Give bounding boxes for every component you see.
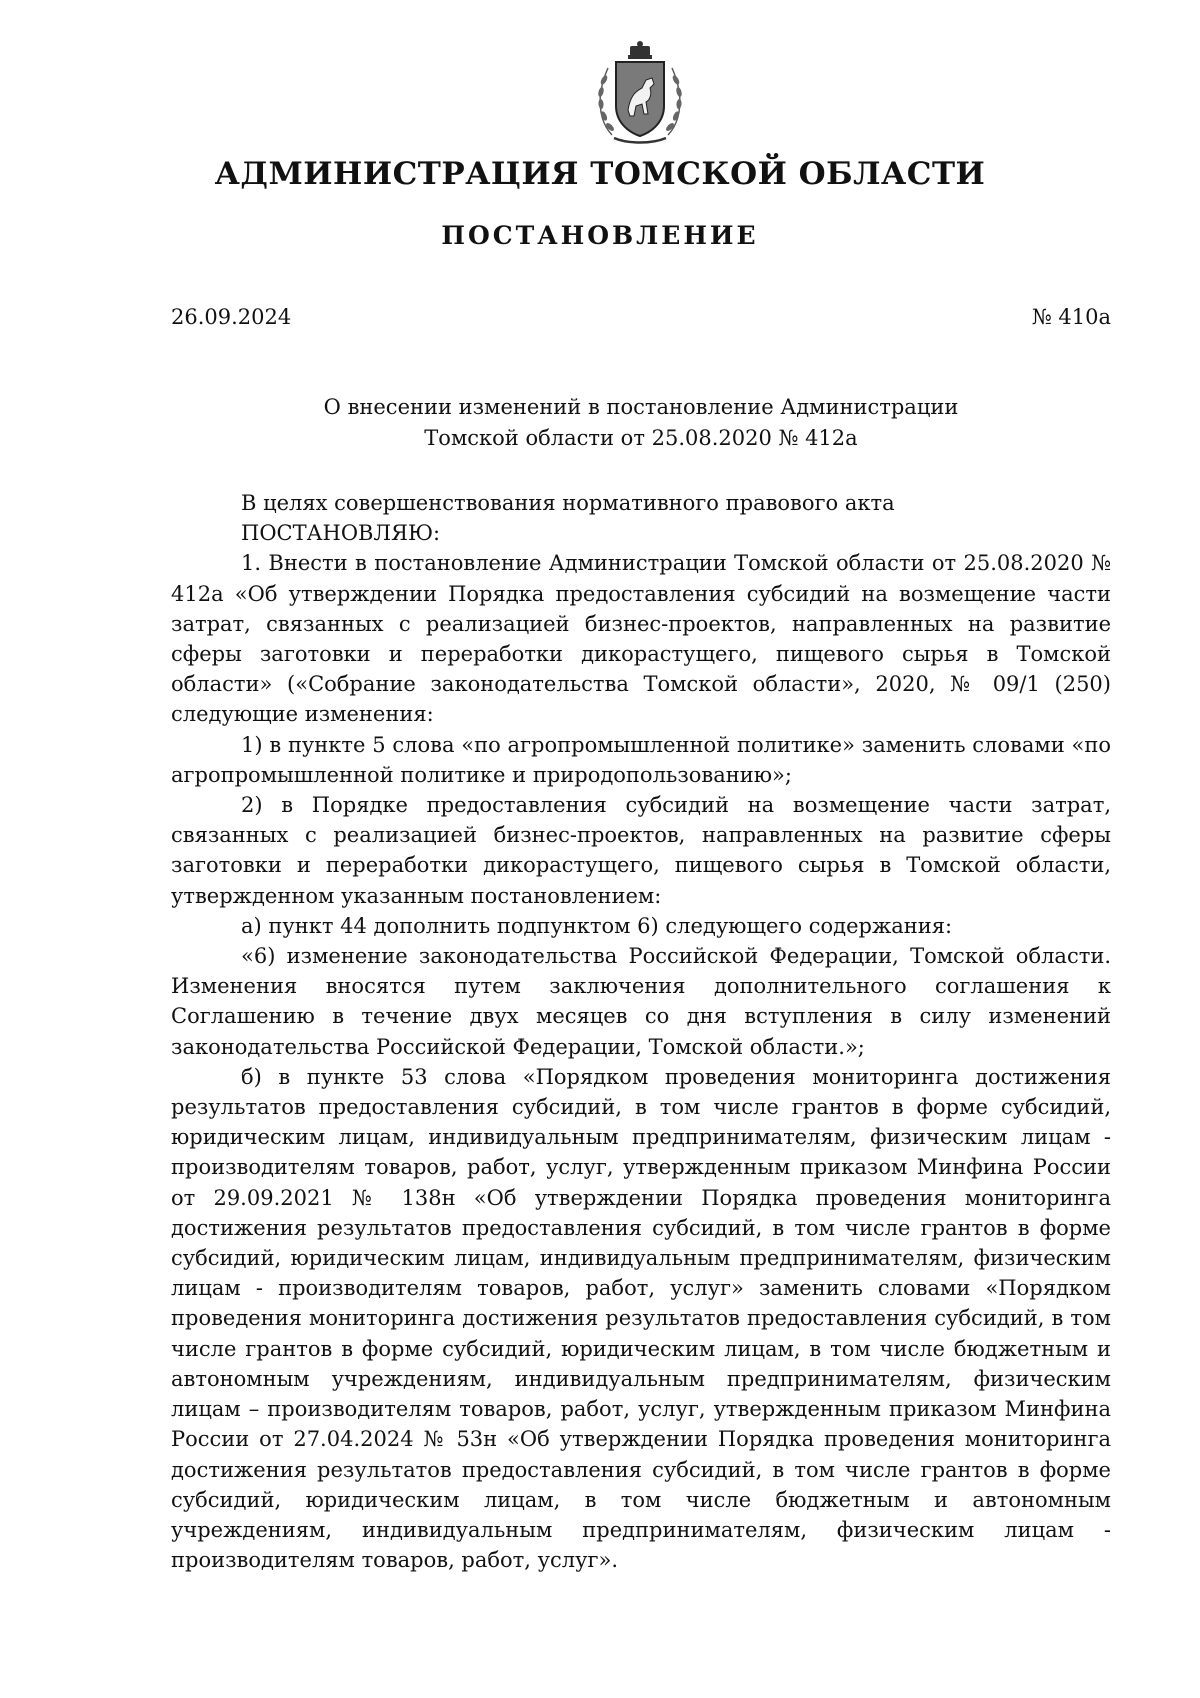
body-paragraph: «6) изменение законодательства Российской Федерации, Томской области. Изменения вносятся путем заключения дополнительного соглашения к Соглашению в течение двух месяцев со дня вступления в силу изменений законодательства Российской Федерации, Томской области.»;: [171, 944, 1111, 1059]
body-paragraph: 2) в Порядке предоставления субсидий на возмещение части затрат, связанных с реализацией бизнес-проектов, направленных на развитие сферы заготовки и переработки дикорастущего, пищевого сырья в Томской области, утвержденном указанным постановлением:: [171, 793, 1111, 908]
document-date: 26.09.2024: [171, 305, 292, 329]
coat-of-arms-icon: [584, 40, 696, 150]
document-body: [171, 488, 1111, 1575]
preamble-text: В целях совершенствования нормативного правового акта: [241, 491, 895, 515]
decree-word: ПОСТАНОВЛЯЮ:: [241, 521, 441, 546]
subject-line: О внесении изменений в постановление Администрации: [323, 395, 959, 419]
document-subject: [171, 392, 1111, 454]
body-paragraph: б) в пункте 53 слова «Порядком проведения мониторинга достижения результатов предоставления субсидий, в том числе грантов в форме субсидий, юридическим лицам, индивидуальным предпринимателям, физическим лицам - производителям товаров, работ, услуг, утвержденным приказом Минфина России от 29.09.2021 № 138н «Об утверждении Порядка проведения мониторинга достижения результатов предоставления субсидий, в том числе грантов в форме субсидий, юридическим лицам, индивидуальным предпринимателям, физическим лицам - производителям товаров, работ, услуг» заменить словами «Порядком проведения мониторинга достижения результатов предоставления субсидий, в том числе грантов в форме субсидий, юридическим лицам, в том числе бюджетным и автономным учреждениям, индивидуальным предпринимателям, физическим лицам – производителям товаров, работ, услуг, утвержденным приказом Минфина России от 27.04.2024 № 53н «Об утверждении Порядка проведения мониторинга достижения результатов предоставления субсидий, в том числе грантов в форме субсидий, юридическим лицам, в том числе бюджетным и автономным учреждениям, индивидуальным предпринимателям, физическим лицам - производителям товаров, работ, услуг».: [171, 1064, 1111, 1573]
document-number: № 410а: [1031, 305, 1111, 329]
body-paragraph: 1. Внести в постановление Администрации Томской области от 25.08.2020 № 412а «Об утверждении Порядка предоставления субсидий на возмещение части затрат, связанных с реализацией бизнес-проектов, направленных на развитие сферы заготовки и переработки дикорастущего, пищевого сырья в Томской области» («Собрание законодательства Томской области», 2020, № 09/1 (250) следующие изменения:: [171, 551, 1111, 727]
document-type: ПОСТАНОВЛЕНИЕ: [441, 221, 759, 250]
subject-line: Томской области от 25.08.2020 № 412а: [424, 426, 858, 450]
body-paragraph: а) пункт 44 дополнить подпунктом 6) следующего содержания:: [241, 913, 953, 938]
body-paragraph: 1) в пункте 5 слова «по агропромышленной политике» заменить словами «по агропромышленной политике и природопользованию»;: [171, 732, 1111, 787]
organization-title: АДМИНИСТРАЦИЯ ТОМСКОЙ ОБЛАСТИ: [214, 156, 986, 192]
